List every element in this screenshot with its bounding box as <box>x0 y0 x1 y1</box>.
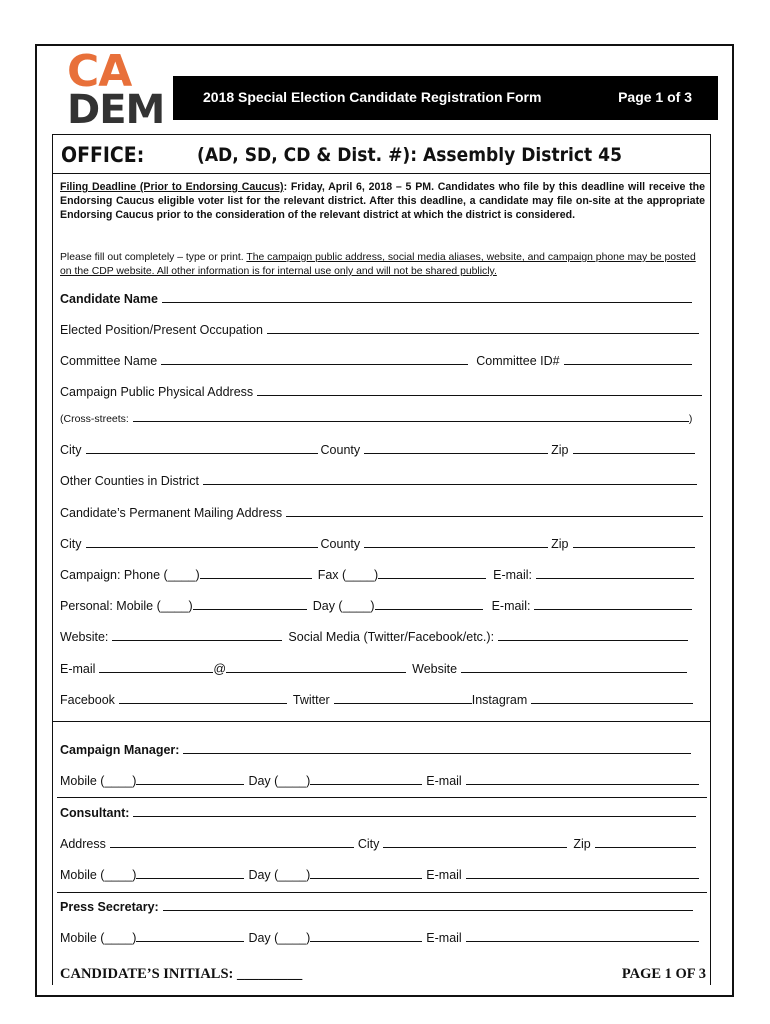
at-sign: @ <box>213 662 227 676</box>
press-day-label: Day (____) <box>248 931 311 945</box>
facebook-label: Facebook <box>60 693 115 707</box>
committee-id-field[interactable] <box>564 363 692 365</box>
cross-streets-row <box>60 413 692 425</box>
instagram-field[interactable] <box>531 702 693 704</box>
form-title-bar <box>173 76 718 120</box>
page-indicator: Page 1 of 3 <box>618 89 692 105</box>
instructions-underlined: The campaign public address, social media aliases, website, and campaign phone may be posted on the CDP website. All other information is for internal use only and will not be shared publicly. <box>60 252 696 277</box>
social-media-label: Social Media (Twitter/Facebook/etc.): <box>288 630 495 644</box>
press-secretary-field[interactable] <box>163 909 693 911</box>
other-counties-row <box>60 474 697 488</box>
manager-email-label: E-mail <box>426 774 462 788</box>
consultant-zip-label: Zip <box>573 837 591 851</box>
consultant-address-row <box>60 837 696 851</box>
consultant-day-label: Day (____) <box>248 868 311 882</box>
day-phone-field[interactable] <box>375 608 483 610</box>
consultant-phone-row <box>60 868 699 882</box>
website-label: Website: <box>60 630 109 644</box>
twitter-field[interactable] <box>334 702 472 704</box>
candidate-name-field[interactable] <box>162 301 692 303</box>
consultant-address-field[interactable] <box>110 846 354 848</box>
fax-field[interactable] <box>378 577 486 579</box>
website-field-2[interactable] <box>461 671 687 673</box>
personal-mobile-field[interactable] <box>193 608 307 610</box>
press-phone-row <box>60 931 699 945</box>
email-row <box>60 662 687 676</box>
separator <box>57 797 707 798</box>
city-label: City <box>60 443 82 457</box>
separator <box>57 892 707 893</box>
mailing-city-field[interactable] <box>86 546 318 548</box>
manager-day-field[interactable] <box>310 783 422 785</box>
manager-phone-row <box>60 774 699 788</box>
filing-deadline-body: : Friday, April 6, 2018 – 5 PM. Candidates who file by this deadline will receive the Endorsing Caucus eligible voter list for the relevant district. After this deadline, a candidate may file on-site at the appropriate Endorsing Caucus prior to the consideration of the relevant district at which the district is considered. <box>60 181 705 221</box>
press-day-field[interactable] <box>310 940 422 942</box>
candidate-name-label: Candidate Name <box>60 292 158 306</box>
consultant-field[interactable] <box>133 815 696 817</box>
press-email-label: E-mail <box>426 931 462 945</box>
campaign-address-label: Campaign Public Physical Address <box>60 385 254 399</box>
mailing-address-field[interactable] <box>286 515 703 517</box>
cadem-logo <box>67 46 165 133</box>
mailing-city-row <box>60 537 695 551</box>
website-row <box>60 630 688 644</box>
personal-email-field[interactable] <box>534 608 692 610</box>
instagram-label: Instagram <box>471 693 528 707</box>
consultant-email-field[interactable] <box>466 877 699 879</box>
consultant-day-field[interactable] <box>310 877 422 879</box>
consultant-mobile-label: Mobile (____) <box>60 868 137 882</box>
press-mobile-field[interactable] <box>136 940 244 942</box>
personal-email-label: E-mail: <box>491 599 531 613</box>
cross-streets-field[interactable] <box>133 420 689 422</box>
candidate-initials: CANDIDATE’S INITIALS: _________ <box>60 966 303 982</box>
website-field[interactable] <box>112 639 282 641</box>
committee-name-label: Committee Name <box>60 354 158 368</box>
county-label: County <box>320 443 361 457</box>
consultant-city-label: City <box>357 837 380 851</box>
cross-streets-label: (Cross-streets: <box>60 413 129 425</box>
email-domain-field[interactable] <box>226 671 406 673</box>
consultant-mobile-field[interactable] <box>136 877 244 879</box>
campaign-manager-row <box>60 743 691 757</box>
filing-deadline <box>60 180 705 222</box>
instructions-plain: Please fill out completely – type or print. <box>60 252 247 263</box>
logo-bottom-text: DEM <box>67 87 165 133</box>
cross-streets-close: ) <box>688 413 693 425</box>
mailing-zip-field[interactable] <box>573 546 695 548</box>
manager-mobile-field[interactable] <box>136 783 244 785</box>
elected-position-label: Elected Position/Present Occupation <box>60 323 263 337</box>
press-mobile-label: Mobile (____) <box>60 931 137 945</box>
office-box <box>52 134 711 174</box>
filing-deadline-lead: Filing Deadline (Prior to Endorsing Caucus) <box>60 181 284 193</box>
email-label: E-mail <box>60 662 96 676</box>
campaign-phone-label: Campaign: Phone (____) <box>60 568 200 582</box>
press-secretary-label: Press Secretary: <box>60 900 159 914</box>
campaign-phone-row <box>60 568 694 582</box>
campaign-county-field[interactable] <box>364 452 548 454</box>
mailing-zip-label: Zip <box>551 537 569 551</box>
committee-row <box>60 354 692 368</box>
mailing-city-label: City <box>60 537 82 551</box>
campaign-address-row <box>60 385 702 399</box>
facebook-field[interactable] <box>119 702 287 704</box>
footer-page-number: PAGE 1 OF 3 <box>621 966 706 982</box>
mailing-county-field[interactable] <box>364 546 548 548</box>
day-phone-label: Day (____) <box>312 599 375 613</box>
campaign-email-field[interactable] <box>536 577 694 579</box>
consultant-row <box>60 806 696 820</box>
campaign-address-field[interactable] <box>257 394 702 396</box>
email-user-field[interactable] <box>99 671 213 673</box>
consultant-label: Consultant: <box>60 806 130 820</box>
elected-position-row <box>60 323 699 337</box>
campaign-manager-field[interactable] <box>183 752 691 754</box>
zip-label: Zip <box>551 443 569 457</box>
consultant-address-label: Address <box>60 837 106 851</box>
press-email-field[interactable] <box>466 940 699 942</box>
personal-phone-row <box>60 599 692 613</box>
campaign-city-field[interactable] <box>86 452 318 454</box>
campaign-email-label: E-mail: <box>493 568 533 582</box>
elected-position-field[interactable] <box>267 332 699 334</box>
social-row <box>60 693 693 707</box>
mailing-address-label: Candidate’s Permanent Mailing Address <box>60 506 283 520</box>
other-counties-label: Other Counties in District <box>60 474 199 488</box>
campaign-manager-label: Campaign Manager: <box>60 743 180 757</box>
campaign-zip-field[interactable] <box>573 452 695 454</box>
office-label: OFFICE: <box>61 143 145 167</box>
office-value: (AD, SD, CD & Dist. #): Assembly District 45 <box>197 144 622 166</box>
social-media-field[interactable] <box>498 639 688 641</box>
committee-id-label: Committee ID# <box>476 354 560 368</box>
manager-day-label: Day (____) <box>248 774 311 788</box>
fax-label: Fax (____) <box>317 568 379 582</box>
candidate-name-row <box>60 292 692 306</box>
manager-email-field[interactable] <box>466 783 699 785</box>
press-secretary-row <box>60 900 693 914</box>
other-counties-field[interactable] <box>203 483 697 485</box>
form-title: 2018 Special Election Candidate Registration Form <box>203 89 542 105</box>
committee-name-field[interactable] <box>161 363 468 365</box>
staff-section <box>52 722 711 985</box>
campaign-phone-field[interactable] <box>200 577 312 579</box>
consultant-email-label: E-mail <box>426 868 462 882</box>
logo-top-text: CA <box>67 46 132 97</box>
personal-mobile-label: Personal: Mobile (____) <box>60 599 193 613</box>
consultant-city-field[interactable] <box>383 846 567 848</box>
manager-mobile-label: Mobile (____) <box>60 774 137 788</box>
mailing-county-label: County <box>320 537 361 551</box>
website-label-2: Website <box>412 662 458 676</box>
consultant-zip-field[interactable] <box>595 846 696 848</box>
campaign-city-row <box>60 443 695 457</box>
twitter-label: Twitter <box>292 693 330 707</box>
mailing-address-row <box>60 506 703 520</box>
instructions <box>60 251 705 279</box>
